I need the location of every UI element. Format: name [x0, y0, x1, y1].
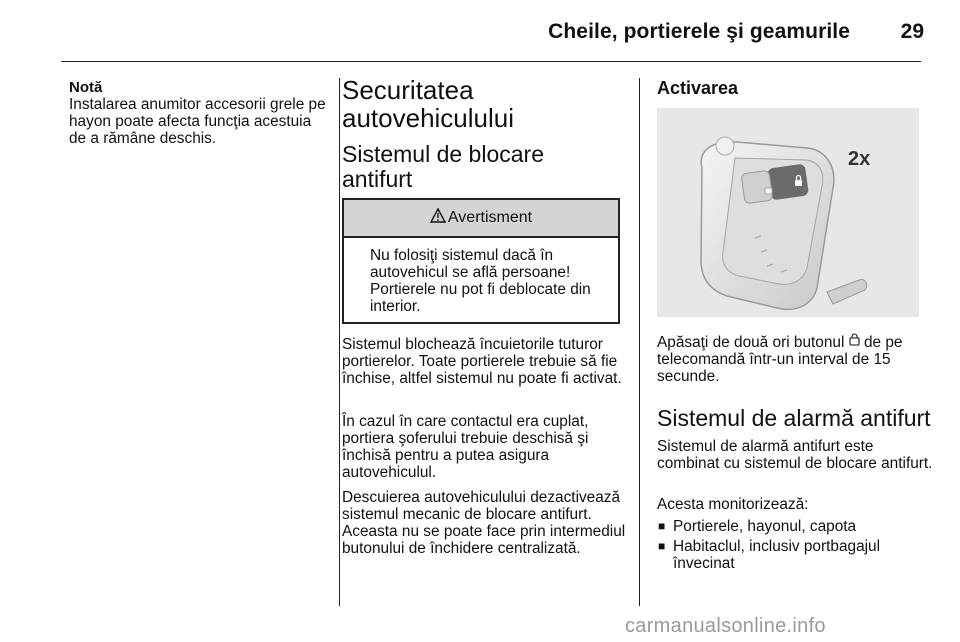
activation-text-end: de pe telecomandă într-un interval de 15 secunde.	[657, 334, 903, 385]
section-heading-line2: autovehiculului	[342, 103, 515, 133]
page-number: 29	[900, 20, 924, 43]
list-item-text: Habitaclul, inclusiv portbagajul învecinat	[673, 538, 881, 572]
warning-text: Nu folosiţi sistemul dacă în autovehicul se află persoane! Portierele nu pot fi deblocate din interior.	[370, 247, 591, 315]
activation-heading: Activarea	[657, 78, 739, 98]
paragraph-lock-all: Sistemul blochează încuietorile tuturor portierelor. Toate portierele trebuie să fie închise, altfel sistemul nu poate fi activat.	[342, 336, 622, 387]
subsection-heading	[342, 142, 544, 192]
activation-text-start: Apăsaţi de două ori butonul	[657, 334, 845, 351]
monitors-label: Acesta monitorizează:	[657, 496, 809, 513]
chapter-title: Cheile, portierele şi geamurile	[548, 20, 850, 43]
paragraph-unlock: Descuierea autovehiculului dezactivează sistemul mecanic de blocare antifurt. Aceasta nu se poate face prin intermediul butonului de închidere centralizată.	[342, 489, 626, 557]
remote-key-illustration	[657, 108, 919, 317]
warning-header	[344, 200, 618, 238]
subsection-heading-line1: Sistemul de blocare	[342, 141, 544, 167]
alarm-heading: Sistemul de alarmă antifurt	[657, 405, 931, 431]
subsection-heading-line2: antifurt	[342, 166, 413, 192]
header-divider	[61, 61, 921, 62]
list-item	[657, 538, 933, 572]
monitored-list	[657, 518, 933, 575]
column-divider-left	[339, 78, 340, 606]
section-heading-line1: Securitatea	[342, 75, 474, 105]
alarm-description: Sistemul de alarmă antifurt este combinat cu sistemul de blocare antifurt.	[657, 438, 933, 472]
warning-box	[342, 198, 620, 324]
column-divider-right	[639, 78, 640, 606]
lock-icon	[849, 333, 860, 351]
watermark: carmanualsonline.info	[625, 615, 826, 637]
note-text: Instalarea anumitor accesorii grele pe hayon poate afecta funcţia acestuia de a rămâne deschis.	[69, 96, 326, 147]
activation-instructions	[657, 333, 933, 385]
paragraph-ignition: În cazul în care contactul era cuplat, portiera şoferului trebuie deschisă şi închisă pentru a putea asigura autovehiculul.	[342, 413, 589, 481]
bullet-square-icon: ■	[658, 519, 666, 533]
warning-title: Avertisment	[447, 209, 533, 226]
list-item-text: Portierele, hayonul, capota	[673, 518, 857, 535]
warning-triangle-icon	[430, 208, 446, 228]
bullet-square-icon: ■	[658, 539, 666, 553]
list-item	[657, 518, 933, 535]
double-press-label: 2x	[848, 148, 871, 170]
note-title: Notă	[69, 79, 103, 96]
section-heading	[342, 76, 514, 132]
